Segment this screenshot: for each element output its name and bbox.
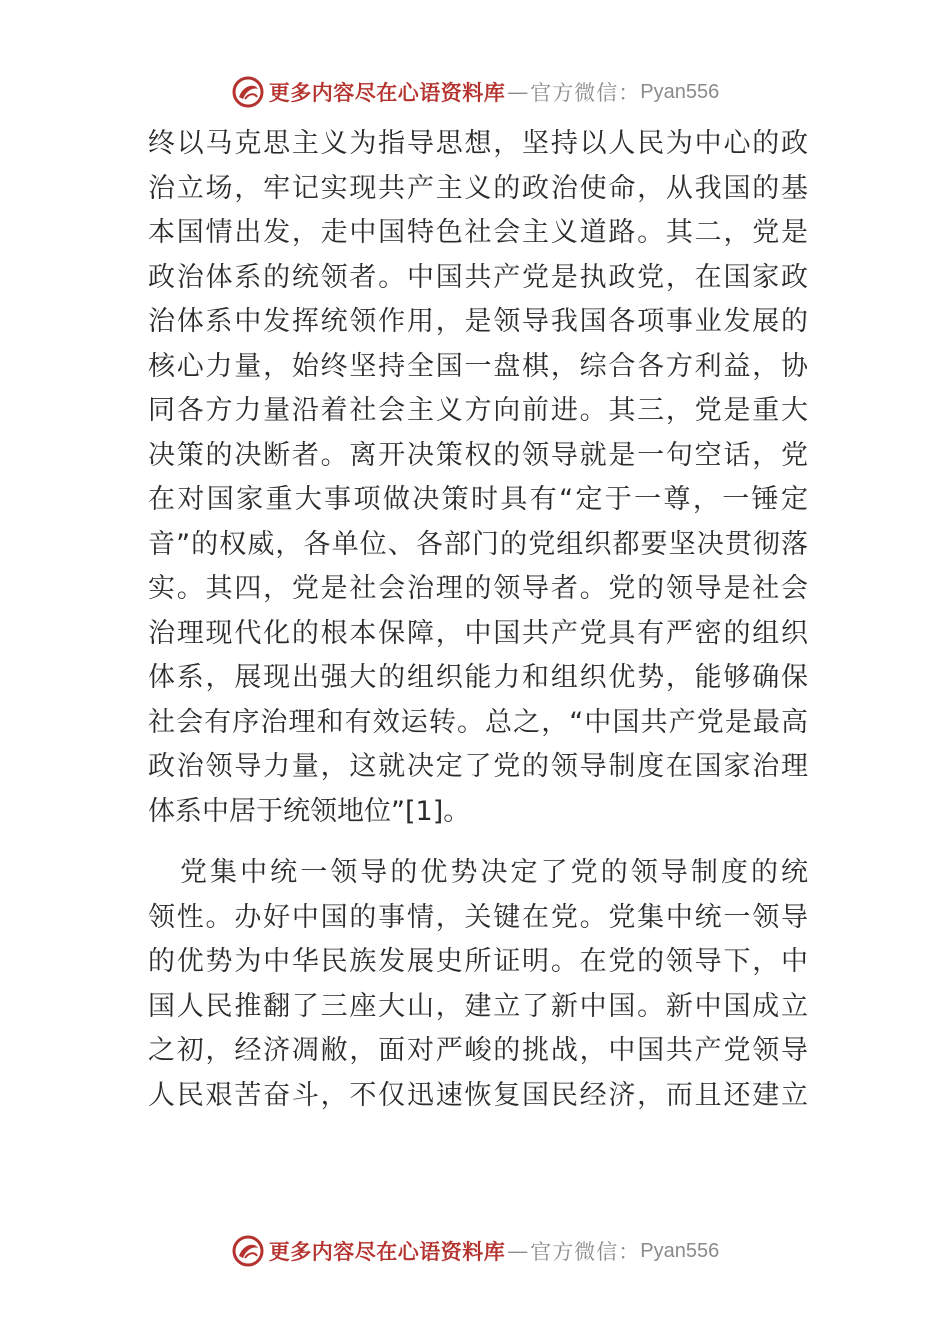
text-line: 体系，展现出强大的组织能力和组织优势，能够确保: [148, 662, 808, 693]
text-line: 本国情出发，走中国特色社会主义道路。其二，党是: [148, 217, 808, 248]
header-wechat-label: 官方微信：: [530, 81, 641, 105]
text-line: 体系中居于统领地位”[1]。: [148, 795, 471, 827]
header-brand-text: 更多内容尽在心语资料库: [268, 80, 506, 105]
swirl-logo-icon: [231, 75, 265, 109]
text-line: 治理现代化的根本保障，中国共产党具有严密的组织: [148, 617, 808, 649]
text-line: 社会有序治理和有效运转。总之，“中国共产党是最高: [148, 706, 808, 738]
paragraph-2: [148, 851, 808, 1118]
footer-wechat-label: 官方微信：: [530, 1240, 641, 1264]
footer-dash: —: [507, 1239, 529, 1263]
document-body: [148, 122, 808, 1118]
paragraph-gap: [148, 834, 808, 851]
footer-brand-text: 更多内容尽在心语资料库: [268, 1239, 506, 1264]
text-line: 政治领导力量，这就决定了党的领导制度在国家治理: [148, 751, 808, 782]
text-line: 领性。办好中国的事情，关键在党。党集中统一领导: [148, 901, 808, 933]
footer-banner: [0, 1231, 950, 1271]
text-line: 国人民推翻了三座大山，建立了新中国。新中国成立: [148, 990, 808, 1022]
text-line: 在对国家重大事项做决策时具有“定于一尊，一锤定: [148, 484, 808, 515]
swirl-logo-icon: [231, 1234, 265, 1268]
text-line: 的优势为中华民族发展史所证明。在党的领导下，中: [148, 946, 808, 977]
text-line: 决策的决断者。离开决策权的领导就是一句空话，党: [148, 439, 808, 471]
text-line: 终以马克思主义为指导思想，坚持以人民为中心的政: [148, 128, 808, 159]
header-banner: [0, 72, 950, 112]
text-line: 核心力量，始终坚持全国一盘棋，综合各方利益，协: [148, 350, 808, 382]
text-line: 党集中统一领导的优势决定了党的领导制度的统: [180, 857, 808, 888]
text-line: 治立场，牢记实现共产主义的政治使命，从我国的基: [148, 172, 808, 204]
header-wechat-id: Pyan556: [640, 80, 720, 103]
text-line: 音”的权威，各单位、各部门的党组织都要坚决贯彻落: [148, 528, 808, 560]
text-line: 政治体系的统领者。中国共产党是执政党，在国家政: [148, 261, 808, 293]
footer-wechat-id: Pyan556: [640, 1239, 720, 1262]
text-line: 治体系中发挥统领作用，是领导我国各项事业发展的: [148, 306, 808, 337]
text-line: 之初，经济凋敝，面对严峻的挑战，中国共产党领导: [148, 1035, 808, 1066]
paragraph-1: [148, 122, 808, 834]
text-line: 同各方力量沿着社会主义方向前进。其三，党是重大: [148, 395, 808, 426]
header-dash: —: [507, 80, 529, 104]
text-line: 实。其四，党是社会治理的领导者。党的领导是社会: [148, 573, 808, 604]
text-line: 人民艰苦奋斗，不仅迅速恢复国民经济，而且还建立: [148, 1079, 808, 1111]
